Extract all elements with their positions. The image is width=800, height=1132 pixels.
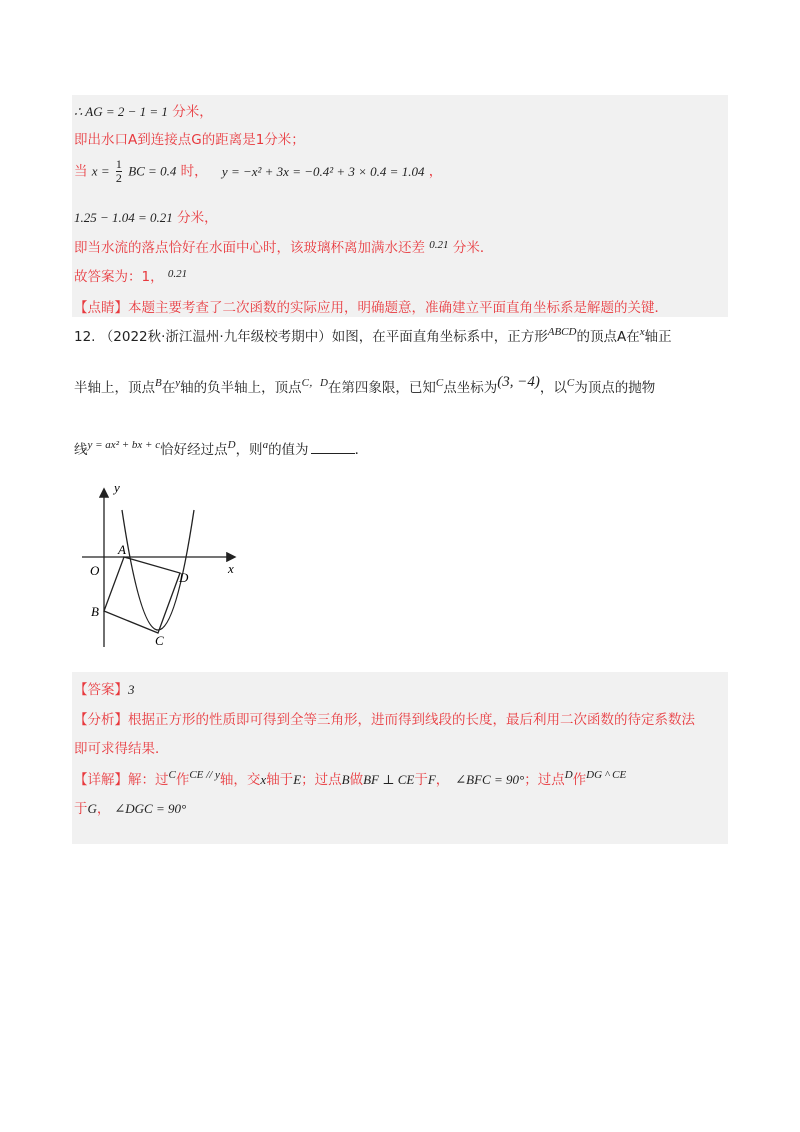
square-abcd: [104, 557, 180, 633]
comment-line: 【点睛】本题主要考查了二次函数的实际应用，明确题意，准确建立平面直角坐标系是解题的关键．: [74, 300, 668, 316]
label-o: O: [90, 563, 100, 578]
solution-line-3: 当 x = $\frac{1}{2}$ BC = 0.4 时， y = −x² + 3x = −0.4² + 3 × 0.4 = 1.04 ，: [74, 157, 443, 185]
analysis-tag: 【分析】: [74, 712, 128, 728]
question-number: 12.: [74, 329, 96, 345]
question-12-line-1: 12. （2022秋·浙江温州·九年级校考期中）如图，在平面直角坐标系中，正方形$^{ABCD}$的顶点A在$^x$轴正: [74, 326, 672, 345]
answer-line: [74, 678, 135, 698]
analysis-line-2: 即可求得结果．: [74, 741, 169, 757]
fraction: $\frac{1}{2}$: [115, 157, 122, 185]
label-a: A: [118, 542, 126, 557]
question-12-line-2: 半轴上，顶点$^B$在$^y$轴的负半轴上，顶点$^{C,D}$在第四象限，已知$^C$点坐标为(3, −4)，以$^C$为顶点的抛物: [74, 374, 656, 396]
detail-line-1: 【详解】解：过$^C$作$^{CE // y}$轴，交x轴于E；过点B做BF ⊥ CE于F， ∠BFC = 90°；过点$^D$作$^{DG \^{} CE}$: [74, 769, 627, 788]
label-c: C: [155, 633, 164, 648]
label-d: D: [179, 570, 189, 585]
answer-blank: [311, 453, 355, 454]
solution-line-1: ∴ AG = 2 − 1 = 1 分米，: [74, 104, 213, 120]
question-12-line-3: 线$^{y = ax^2 + bx + c}$恰好经过点$^D$，则$^a$的值为 ．: [74, 439, 369, 458]
label-y: y: [114, 485, 120, 495]
solution-line-5: 即当水流的落点恰好在水面中心时，该玻璃杯离加满水还差 $^{0.21}$ 分米．: [74, 239, 494, 256]
label-b: B: [91, 604, 99, 619]
detail-tag: 【详解】: [74, 772, 128, 788]
solution-line-4: 1.25 − 1.04 = 0.21 分米，: [74, 210, 218, 226]
analysis-line-1: 【分析】根据正方形的性质即可得到全等三角形，进而得到线段的长度，最后利用二次函数的待定系数法: [74, 712, 695, 728]
detail-line-2: 于G， ∠DGC = 90°: [74, 801, 187, 817]
coordinate-figure: [82, 485, 252, 650]
answer-panel: [72, 672, 728, 844]
label-x: x: [228, 561, 234, 576]
answer-tag: 【答案】: [74, 682, 128, 698]
solution-line-2: 即出水口A到连接点G的距离是1分米；: [74, 132, 305, 148]
answer-value: 3: [128, 682, 135, 697]
equation: ∴ AG = 2 − 1 = 1: [74, 104, 168, 119]
solution-line-6: 故答案为：1， $^{0.21}$: [74, 268, 188, 285]
